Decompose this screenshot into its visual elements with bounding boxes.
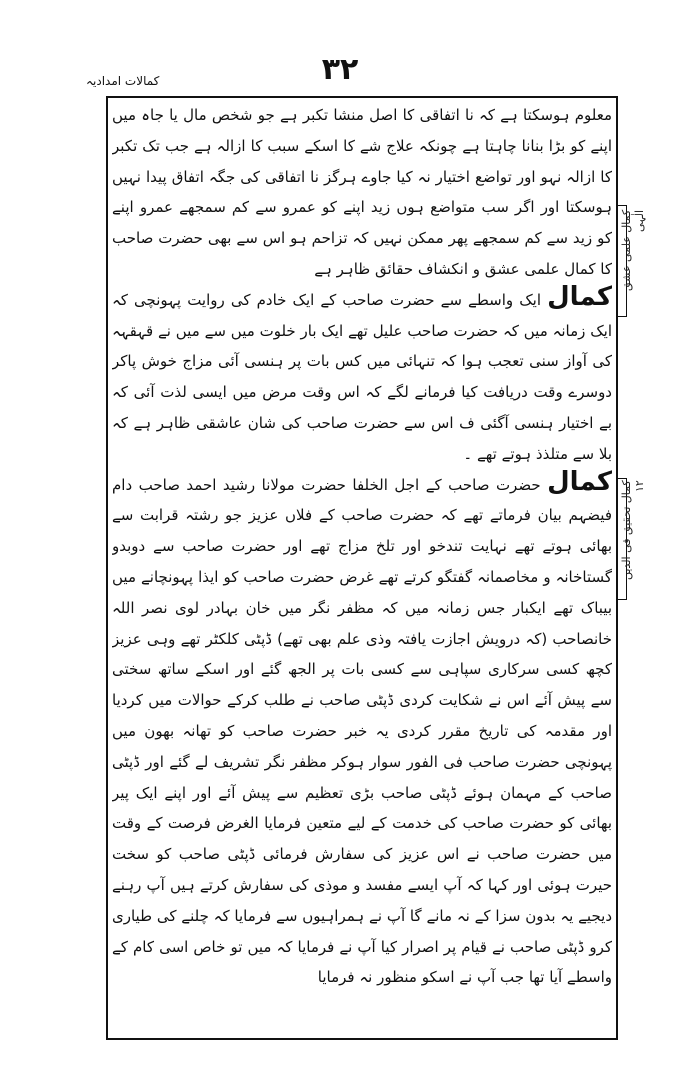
running-head: کمالات امدادیہ xyxy=(86,74,160,88)
paragraph-heading: کمال xyxy=(547,281,612,312)
margin-note: کمال علمی عشق الٰہی xyxy=(620,210,646,292)
paragraph xyxy=(112,466,612,994)
paragraph-heading: کمال xyxy=(547,466,612,497)
body-text xyxy=(112,100,612,1030)
paragraph xyxy=(112,281,612,470)
paragraph-text: ایک واسطے سے حضرت صاحب کے ایک خادم کی روایت پہونچی کہ ایک زمانہ میں کہ حضرت صاحب علیل تھے ایک بار خلوت میں سے میں نے قہقہہ کی آواز سنی تعجب ہوا کہ تنہائی میں کس بات پر ہنسی آئی مزاج خوش پاکر دوسرے وقت دریافت کیا فرمانے لگے کہ اس وقت مرض میں ایسی لذت آئی کہ بے اختیار ہنسی آگئی ف اس سے حضرت صاحب کی شان عاشقی ظاہر ہے کہ بلا سے متلذذ ہوتے تھے ۔ xyxy=(112,290,612,463)
paragraph-text: معلوم ہوسکتا ہے کہ نا اتفاقی کا اصل منشا تکبر ہے جو شخص مال یا جاہ میں اپنے کو بڑا بنانا چاہتا ہے چونکہ علاج شے کا اسکے سبب کا ازالہ ہے جب تک تکبر کا ازالہ نہو اور تواضع اختیار نہ کیا جاوے ہرگز نا اتفاقی کی جگہ اتفاق پیدا نہیں ہوسکتا اور اگر سب متواضع ہوں زید اپنے کو عمرو سے کم سمجھے عمرو اپنے کو زید سے کم سمجھے پھر ممکن نہیں کہ تزاحم ہو اس سے بھی حضرت صاحب کا کمال علمی عشق و انکشاف حقائق ظاہر ہے xyxy=(112,106,612,278)
page-number: ۳۲ xyxy=(321,52,359,87)
paragraph-text: حضرت صاحب کے اجل الخلفا حضرت مولانا رشید احمد صاحب دام فیضہم بیان فرماتے تھے کہ حضرت صاحب کے فلاں عزیز جو رشتہ قرابت سے بھائی ہوتے تھے نہایت تندخو اور تلخ مزاج تھے اور حضرت صاحب سے دوبدو گستاخانہ و مخاصمانہ گفتگو کرتے تھے غرض حضرت صاحب کو ایذا پہونچانے میں بیباک تھے ایکبار جس زمانہ میں کہ مظفر نگر میں خان بہادر لوی نصر اللہ خانصاحب (کہ درویش اجازت یافتہ وذی علم بھی تھے) ڈپٹی کلکٹر تھے وہی عزیز کچھ کسی سرکاری سپاہی سے کسی بات پر الجھ گئے اور اسکے ساتھ سختی سے پیش آئے اس نے شکایت کردی ڈپٹی صاحب نے طلب کرکے حوالات میں کردیا اور مقدمہ کی تاریخ مقرر کردی یہ خبر حضرت صاحب کو تھانہ بھون میں پہونچی حضرت صاحب فی الفور سوار ہوکر مظفر نگر تشریف لے گئے اور ڈپٹی صاحب کے مہمان ہوئے ڈپٹی صاحب بڑی تعظیم سے پیش آئے اور اپنے ایک پیر بھائی کو حضرت صاحب کی خدمت کے لیے متعین فرمایا الغرض فرصت کے وقت میں حضرت صاحب نے اس عزیز کی سفارش فرمائی ڈپٹی صاحب کو سخت حیرت ہوئی اور کہا کہ آپ ایسے مفسد و موذی کی سفارش کرتے ہیں آپ رہنے دیجیے یہ بدون سزا کے نہ مانے گا آپ نے ہمراہیوں سے فرمایا کہ چلنے کی طیاری کرو ڈپٹی صاحب نے قیام پر اصرار کیا آپ نے فرمایا کہ میں تو خاص اسی کام کے واسطے آیا تھا جب آپ نے اسکو منظور نہ فرمایا xyxy=(112,475,612,987)
paragraph xyxy=(112,100,612,285)
margin-note: کمال تحقیق فی الدین ۱۲ xyxy=(620,480,646,580)
